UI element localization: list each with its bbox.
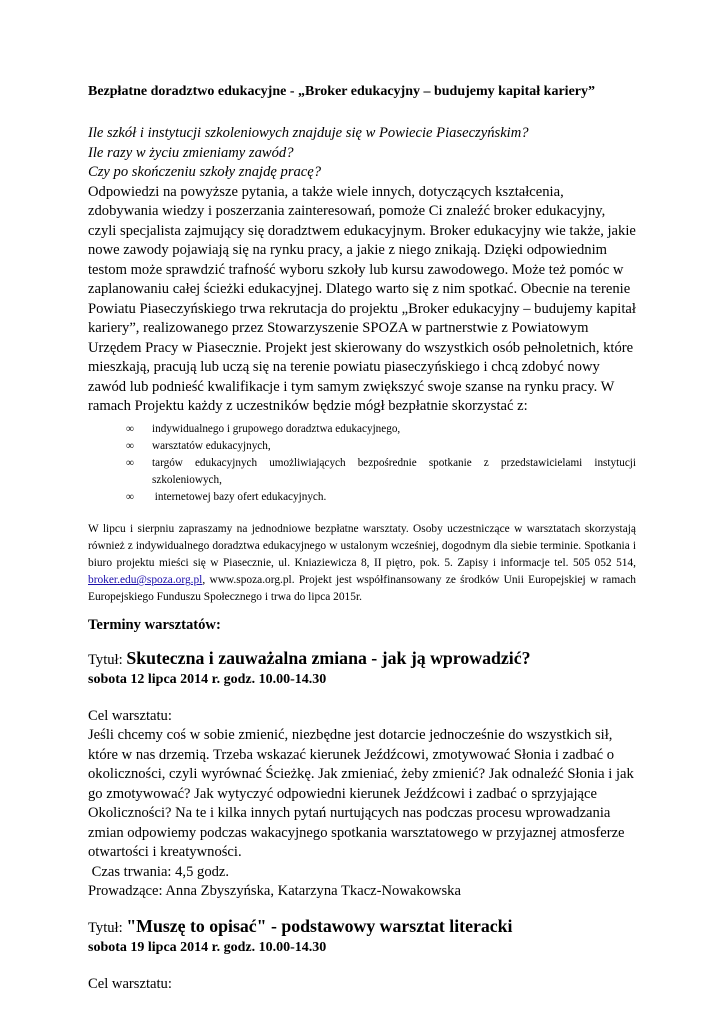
workshop-info-paragraph: W lipcu i sierpniu zapraszamy na jednodniowe bezpłatne warsztaty. Osoby uczestniczące w warsztatach skorzystają również z indywidualnego doradztwa edukacyjnego w ustalonym wcześniej, dogodnym dla siebie terminie. Spotkania i biuro projektu mieści się w Piasecznie, ul. Kniaziewicza 8, II piętro, pok. 5. Zapisy i informacje tel. 505 052 514, broker.edu@spoza.org.pl, www.spoza.org.pl. Projekt jest współfinansowany ze środków Unii Europejskiej w ramach Europejskiego Funduszu Społecznego i trwa do lipca 2015r. bbox=[88, 522, 636, 604]
infinity-bullet-icon: ∞ bbox=[126, 456, 134, 469]
infinity-bullet-icon: ∞ bbox=[126, 439, 134, 452]
email-link[interactable]: broker.edu@spoza.org.pl bbox=[88, 574, 203, 587]
list-item: ∞ warsztatów edukacyjnych, bbox=[126, 438, 636, 455]
infinity-bullet-icon: ∞ bbox=[126, 422, 134, 435]
list-item: ∞ targów edukacyjnych umożliwiających bezpośrednie spotkanie z przedstawicielami instytucji szkoleniowych, bbox=[126, 455, 636, 489]
workshop-1-goal-label: Cel warsztatu: bbox=[88, 707, 172, 724]
workshop-2-goal-label: Cel warsztatu: bbox=[88, 975, 172, 992]
document-title: Bezpłatne doradztwo edukacyjne - „Broker edukacyjny – budujemy kapitał kariery” bbox=[88, 84, 595, 99]
workshop-1-duration: Czas trwania: 4,5 godz. bbox=[88, 863, 230, 880]
question-2: Ile razy w życiu zmieniamy zawód? bbox=[88, 144, 294, 161]
question-3: Czy po skończeniu szkoły znajdę pracę? bbox=[88, 164, 322, 180]
workshop-1-title: Tytuł: Skuteczna i zauważalna zmiana - jak ją wprowadzić? bbox=[88, 647, 531, 668]
workshop-2-title: Tytuł: "Muszę to opisać" - podstawowy warsztat literacki bbox=[88, 915, 513, 936]
infinity-bullet-icon: ∞ bbox=[126, 490, 134, 503]
document-page bbox=[88, 84, 636, 994]
list-item: ∞ internetowej bazy ofert edukacyjnych. bbox=[126, 489, 636, 506]
workshop-1-goal: Jeśli chcemy coś w sobie zmienić, niezbędne jest dotarcie jednocześnie do wszystkich sił, które w nas drzemią. Trzeba wskazać kierunek Jeźdźcowi, zmotywować Słonia i zadbać o okoliczności, czyli wyrównać Ścieżkę. Jak zmieniać, żeby zmienić? Jak odnaleźć Słonia i jak go zmotywować? Jak wytyczyć odpowiedni kierunek Jeźdźcowi i zadbać o sprzyjające Okoliczności? Na te i kilka innych pytań nurtujących nas podczas procesu wprowadzania zmian odpowiemy podczas wakacyjnego spotkania warsztatowego w przyjaznej atmosferze otwartości i kreatywności. bbox=[88, 727, 634, 861]
workshop-1-leaders: Prowadzące: Anna Zbyszyńska, Katarzyna Tkacz-Nowakowska bbox=[88, 883, 461, 900]
terms-heading: Terminy warsztatów: bbox=[88, 616, 221, 633]
intro-paragraph: Odpowiedzi na powyższe pytania, a także wiele innych, dotyczących kształcenia, zdobywania wiedzy i poszerzania zainteresowań, pomoże Ci znaleźć broker edukacyjny, czyli specjalista zajmujący się doradztwem edukacyjnym. Broker edukacyjny wie także, jakie nowe zawody pojawiają się na rynku pracy, a jakie z niego znikają. Dzięki odpowiednim testom może sprawdzić trafność wyboru szkoły lub kursu zawodowego. Może też pomóc w zaplanowaniu całej ścieżki edukacyjnej. Dlatego warto się z nim spotkać. Obecnie na terenie Powiatu Piaseczyńskiego trwa rekrutacja do projektu „Broker edukacyjny – budujemy kapitał kariery”, realizowanego przez Stowarzyszenie SPOZA w partnerstwie z Powiatowym Urzędem Pracy w Piasecznie. Projekt jest skierowany do wszystkich osób pełnoletnich, które mieszkają, pracują lub uczą się na terenie powiatu piaseczyńskiego i chcą zdobyć nowy zawód lub podnieść kwalifikacje i tym samym zwiększyć swoje szanse na rynku pracy. W ramach Projektu każdy z uczestników będzie mógł bezpłatnie skorzystać z: bbox=[88, 183, 636, 414]
workshop-2-date: sobota 19 lipca 2014 r. godz. 10.00-14.30 bbox=[88, 939, 327, 955]
benefits-list bbox=[88, 421, 636, 506]
question-1: Ile szkół i instytucji szkoleniowych znajduje się w Powiecie Piaseczyńskim? bbox=[88, 125, 529, 141]
workshop-1-date: sobota 12 lipca 2014 r. godz. 10.00-14.30 bbox=[88, 671, 327, 687]
list-item: ∞ indywidualnego i grupowego doradztwa edukacyjnego, bbox=[126, 421, 636, 438]
